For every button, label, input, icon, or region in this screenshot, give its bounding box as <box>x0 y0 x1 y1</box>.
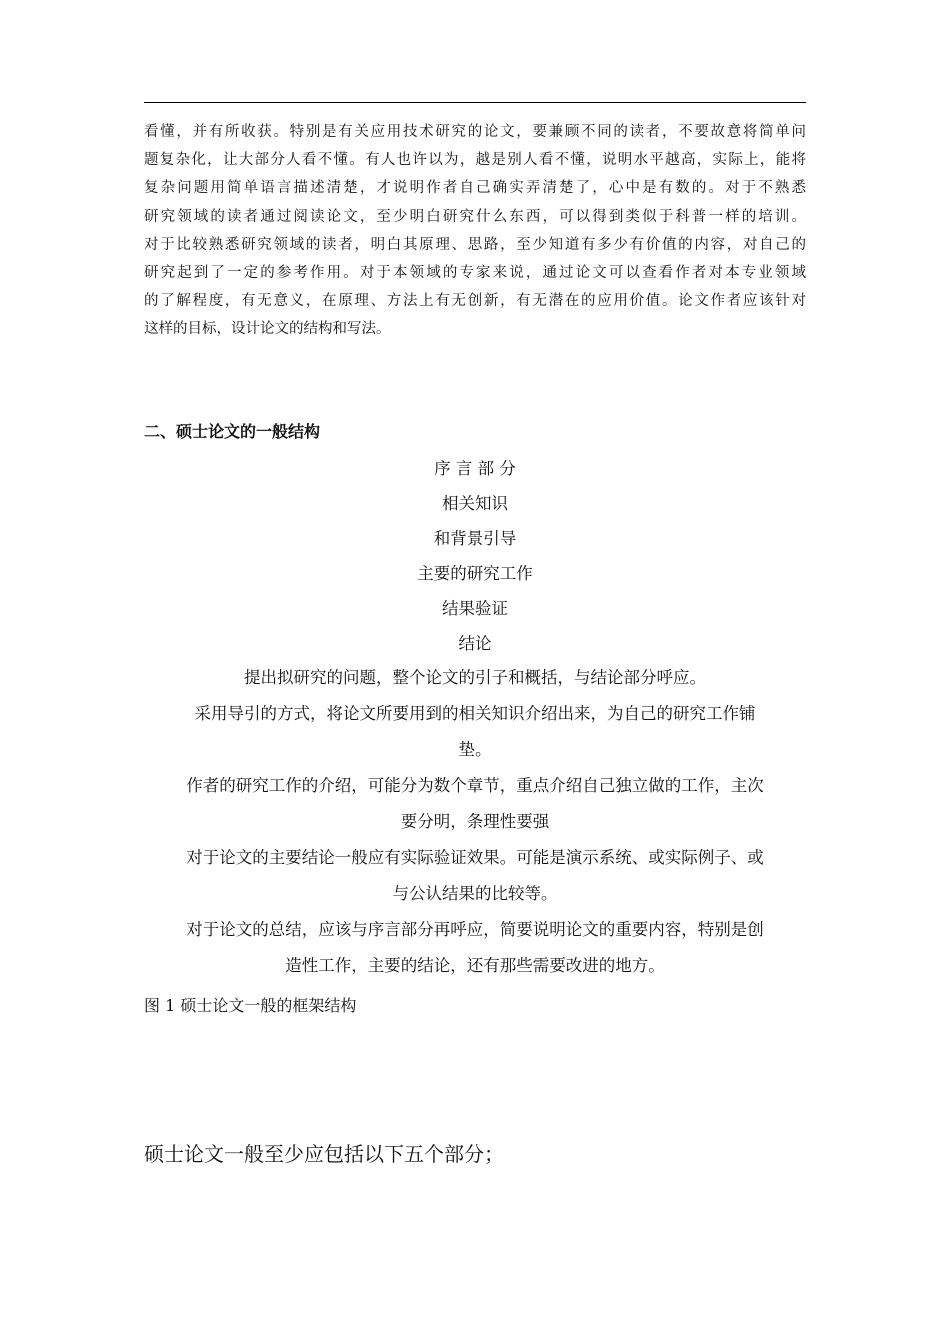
description-line: 提出拟研究的问题，整个论文的引子和概括，与结论部分呼应。 <box>244 668 706 687</box>
framework-labels <box>144 452 806 662</box>
framework-label-verification: 结果验证 <box>442 599 508 618</box>
description-line: 采用导引的方式，将论文所要用到的相关知识介绍出来，为自己的研究工作铺 <box>194 704 756 723</box>
paragraph-line: 题复杂化，让大部分人看不懂。有人也许以为，越是别人看不懂，说明水平越高，实际上，能将 <box>144 152 806 169</box>
framework-label-conclusion: 结论 <box>458 634 492 653</box>
figure-caption: 图 1 硕士论文一般的框架结构 <box>144 996 357 1015</box>
description-line: 垫。 <box>458 740 492 759</box>
description-line: 作者的研究工作的介绍，可能分为数个章节，重点介绍自己独立做的工作，主次 <box>186 776 764 795</box>
framework-descriptions <box>144 660 806 984</box>
closing-line: 硕士论文一般至少应包括以下五个部分； <box>144 1142 504 1166</box>
framework-label-research: 主要的研究工作 <box>417 564 533 583</box>
section-heading: 二、硕士论文的一般结构 <box>144 422 321 441</box>
description-line: 造性工作，主要的结论，还有那些需要改进的地方。 <box>285 956 665 975</box>
framework-label-background-1: 相关知识 <box>442 494 508 513</box>
description-line: 对于论文的总结，应该与序言部分再呼应，简要说明论文的重要内容，特别是创 <box>186 920 764 939</box>
paragraph-line: 这样的目标，设计论文的结构和写法。 <box>144 321 391 338</box>
paragraph-line: 研究起到了一定的参考作用。对于本领域的专家来说，通过论文可以查看作者对本专业领域 <box>144 265 806 282</box>
framework-label-intro: 序 言 部 分 <box>434 459 516 478</box>
header-rule <box>144 102 806 103</box>
paragraph-line: 的了解程度，有无意义，在原理、方法上有无创新，有无潜在的应用价值。论文作者应该针对 <box>144 293 806 310</box>
paragraph-line: 复杂问题用简单语言描述清楚，才说明作者自己确实弄清楚了，心中是有数的。对于不熟悉 <box>144 180 806 197</box>
framework-label-background-2: 和背景引导 <box>433 529 517 548</box>
description-line: 对于论文的主要结论一般应有实际验证效果。可能是演示系统、或实际例子、或 <box>186 848 764 867</box>
description-line: 要分明，条理性要强 <box>400 812 550 831</box>
paragraph-line: 研究领域的读者通过阅读论文，至少明白研究什么东西，可以得到类似于科普一样的培训。 <box>144 208 806 225</box>
paragraph-line: 对于比较熟悉研究领域的读者，明白其原理、思路，至少知道有多少有价值的内容，对自己的 <box>144 236 806 253</box>
description-line: 与公认结果的比较等。 <box>392 884 558 903</box>
paragraph-line: 看懂，并有所收获。特别是有关应用技术研究的论文，要兼顾不同的读者，不要故意将简单问 <box>144 124 806 140</box>
intro-paragraph <box>144 118 806 344</box>
